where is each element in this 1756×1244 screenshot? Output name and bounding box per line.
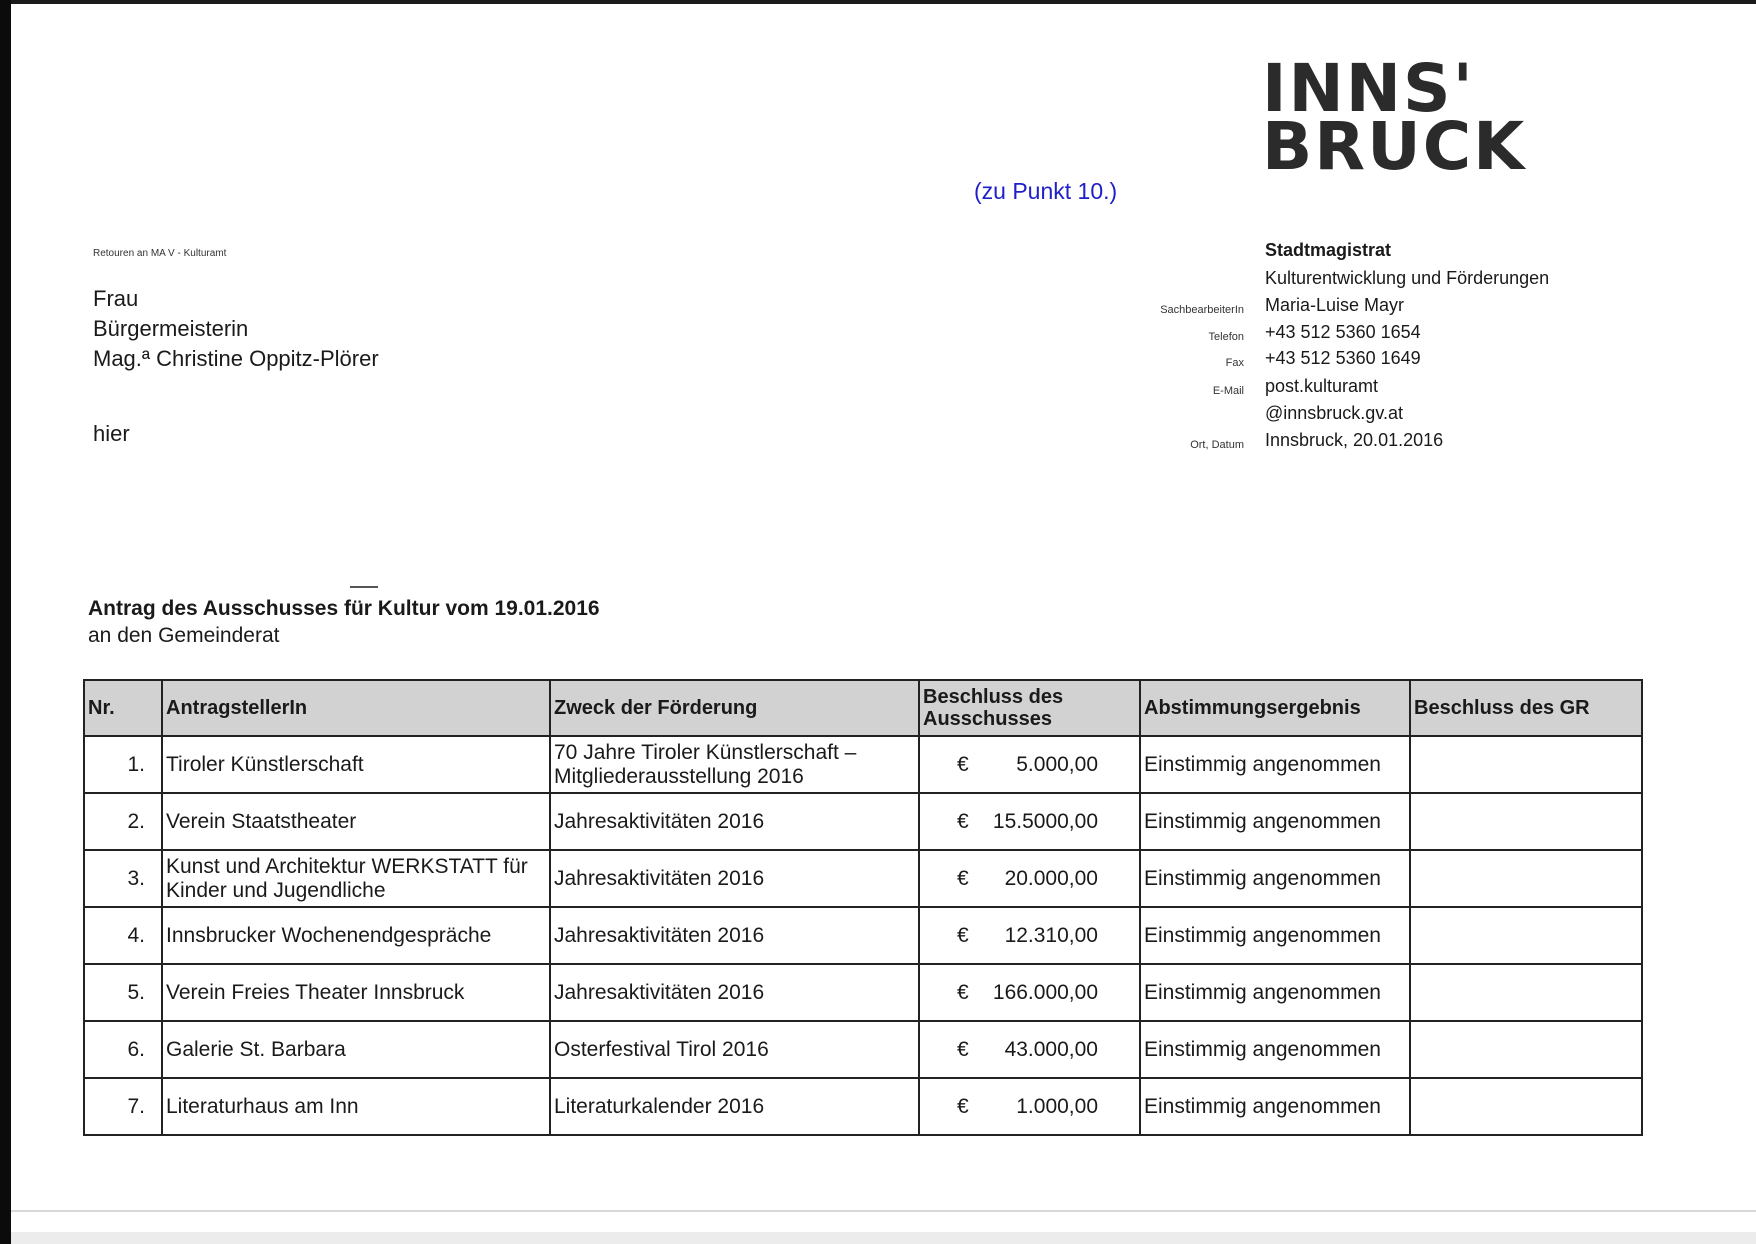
table-row [84, 850, 1642, 907]
row-applicant: Literaturhaus am Inn [162, 1078, 550, 1135]
row-purpose: Osterfestival Tirol 2016 [550, 1021, 919, 1078]
table-row [84, 907, 1642, 964]
row-gr [1410, 850, 1642, 907]
row-vote: Einstimmig angenommen [1140, 736, 1410, 793]
row-gr [1410, 964, 1642, 1021]
innsbruck-logo [1262, 50, 1527, 185]
row-vote: Einstimmig angenommen [1140, 1021, 1410, 1078]
amount-value: 43.000,00 [1004, 1037, 1098, 1061]
row-vote: Einstimmig angenommen [1140, 793, 1410, 850]
scan-edge-bottom [11, 1232, 1756, 1244]
header-gr: Beschluss des GR [1410, 680, 1642, 736]
motion-subtitle: an den Gemeinderat [88, 624, 280, 647]
header-purpose: Zweck der Förderung [550, 680, 919, 736]
recipient-title: Bürgermeisterin [93, 316, 249, 341]
row-nr: 3. [84, 850, 162, 907]
row-purpose: 70 Jahre Tiroler Künstlerschaft – Mitgliederausstellung 2016 [550, 736, 919, 793]
row-nr: 6. [84, 1021, 162, 1078]
scan-edge-top [11, 0, 1756, 4]
row-amount [919, 964, 1140, 1021]
row-gr [1410, 907, 1642, 964]
currency-symbol: € [957, 923, 969, 947]
row-gr [1410, 1021, 1642, 1078]
sender-place-date: Innsbruck, 20.01.2016 [1265, 430, 1444, 450]
return-address: Retouren an MA V - Kulturamt [93, 248, 227, 259]
sender-email-1: post.kulturamt [1265, 376, 1379, 396]
motion-title: Antrag des Ausschusses für Kultur vom 19.01.2016 [88, 597, 600, 620]
row-purpose: Literaturkalender 2016 [550, 1078, 919, 1135]
row-amount [919, 907, 1140, 964]
row-purpose: Jahresaktivitäten 2016 [550, 793, 919, 850]
sender-phone: +43 512 5360 1654 [1265, 322, 1421, 342]
header-vote: Abstimmungsergebnis [1140, 680, 1410, 736]
recipient-name: Mag.ª Christine Oppitz-Plörer [93, 346, 379, 371]
row-gr [1410, 1078, 1642, 1135]
table-row [84, 736, 1642, 793]
amount-value: 15.5000,00 [992, 809, 1098, 833]
fax-label: Fax [1225, 357, 1244, 369]
currency-symbol: € [957, 809, 969, 833]
logo-line-2: BRUCK [1262, 108, 1527, 185]
row-applicant: Innsbrucker Wochenendgespräche [162, 907, 550, 964]
row-nr: 2. [84, 793, 162, 850]
scan-edge-left [0, 0, 11, 1244]
table-row [84, 964, 1642, 1021]
amount-value: 20.000,00 [1004, 866, 1098, 890]
scan-fold-line [11, 1210, 1756, 1212]
table-row [84, 1021, 1642, 1078]
sender-email-2: @innsbruck.gv.at [1265, 403, 1403, 423]
scan-mark [350, 586, 378, 588]
row-applicant: Verein Freies Theater Innsbruck [162, 964, 550, 1021]
sender-office: Stadtmagistrat [1265, 240, 1392, 260]
currency-symbol: € [957, 752, 969, 776]
row-purpose: Jahresaktivitäten 2016 [550, 850, 919, 907]
row-purpose: Jahresaktivitäten 2016 [550, 964, 919, 1021]
row-applicant: Kunst und Architektur WERKSTATT für Kinder und Jugendliche [162, 850, 550, 907]
row-nr: 4. [84, 907, 162, 964]
recipient-address [93, 284, 379, 449]
header-decision: Beschluss des Ausschusses [919, 680, 1140, 736]
row-vote: Einstimmig angenommen [1140, 964, 1410, 1021]
agenda-reference: (zu Punkt 10.) [974, 178, 1118, 204]
row-amount [919, 736, 1140, 793]
grant-table [83, 679, 1643, 1136]
row-applicant: Galerie St. Barbara [162, 1021, 550, 1078]
logo-line-1: INNS' [1262, 50, 1475, 127]
row-vote: Einstimmig angenommen [1140, 850, 1410, 907]
header-nr: Nr. [84, 680, 162, 736]
row-nr: 7. [84, 1078, 162, 1135]
clerk-label: SachbearbeiterIn [1160, 304, 1244, 316]
row-gr [1410, 736, 1642, 793]
currency-symbol: € [957, 866, 969, 890]
sender-fax: +43 512 5360 1649 [1265, 348, 1421, 368]
email-label: E-Mail [1212, 385, 1244, 397]
recipient-location: hier [93, 421, 130, 446]
row-amount [919, 850, 1140, 907]
currency-symbol: € [957, 1037, 969, 1061]
row-nr: 1. [84, 736, 162, 793]
row-amount [919, 1021, 1140, 1078]
row-nr: 5. [84, 964, 162, 1021]
row-gr [1410, 793, 1642, 850]
table-row [84, 793, 1642, 850]
phone-label: Telefon [1208, 331, 1244, 343]
row-vote: Einstimmig angenommen [1140, 907, 1410, 964]
amount-value: 166.000,00 [992, 980, 1098, 1004]
row-applicant: Verein Staatstheater [162, 793, 550, 850]
amount-value: 12.310,00 [1004, 923, 1098, 947]
sender-clerk: Maria-Luise Mayr [1265, 295, 1405, 315]
currency-symbol: € [957, 980, 969, 1004]
table-row [84, 1078, 1642, 1135]
row-applicant: Tiroler Künstlerschaft [162, 736, 550, 793]
recipient-salutation: Frau [93, 286, 139, 311]
sender-department: Kulturentwicklung und Förderungen [1265, 268, 1550, 288]
row-amount [919, 1078, 1140, 1135]
amount-value: 1.000,00 [1016, 1094, 1098, 1118]
row-vote: Einstimmig angenommen [1140, 1078, 1410, 1135]
table-header-row [84, 680, 1642, 736]
place-date-label: Ort, Datum [1190, 439, 1244, 451]
row-amount [919, 793, 1140, 850]
amount-value: 5.000,00 [1016, 752, 1098, 776]
currency-symbol: € [957, 1094, 969, 1118]
row-purpose: Jahresaktivitäten 2016 [550, 907, 919, 964]
header-applicant: AntragstellerIn [162, 680, 550, 736]
